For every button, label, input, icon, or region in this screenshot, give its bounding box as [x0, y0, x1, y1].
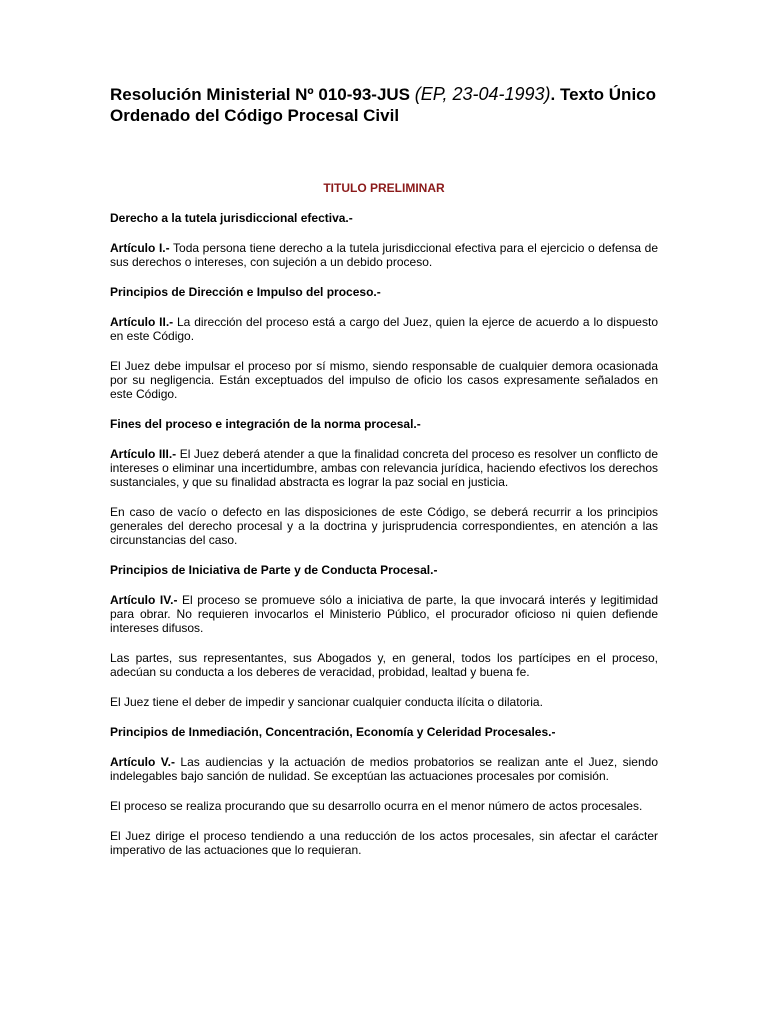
heading: Principios de Iniciativa de Parte y de Conducta Procesal.-	[110, 563, 438, 577]
article-text: Las audiencias y la actuación de medios probatorios se realizan ante el Juez, siendo indelegables bajo sanción de nulidad. Se exceptúan las actuaciones procesales por comisión.	[110, 755, 658, 783]
article-text: La dirección del proceso está a cargo del Juez, quien la ejerce de acuerdo a lo dispuesto en este Código.	[110, 315, 658, 343]
heading: Principios de Dirección e Impulso del proceso.-	[110, 285, 381, 299]
heading: Fines del proceso e integración de la norma procesal.-	[110, 417, 421, 431]
article-text: El proceso se promueve sólo a iniciativa de parte, la que invocará interés y legitimidad para obrar. No requieren invocarlos el Ministerio Público, el procurador oficioso ni quien defiende intereses difusos.	[110, 593, 659, 635]
article-label: Artículo III.-	[110, 447, 177, 461]
paragraph: El Juez debe impulsar el proceso por sí mismo, siendo responsable de cualquier demora ocasionada por su negligencia. Están exceptuados del impulso de oficio los casos expresamente señalados en este Código.	[110, 359, 658, 401]
article-paragraph	[110, 755, 658, 783]
title-part-1: Resolución Ministerial Nº 010-93-JUS	[110, 85, 411, 104]
title-reference: (EP, 23-04-1993)	[414, 84, 551, 104]
article-paragraph	[110, 447, 658, 489]
heading: Derecho a la tutela jurisdiccional efectiva.-	[110, 211, 353, 225]
heading: Principios de Inmediación, Concentración, Economía y Celeridad Procesales.-	[110, 725, 556, 739]
article-label: Artículo II.-	[110, 315, 174, 329]
article-paragraph	[110, 315, 658, 343]
paragraph: En caso de vacío o defecto en las disposiciones de este Código, se deberá recurrir a los principios generales del derecho procesal y a la doctrina y jurisprudencia correspondientes, en atención a las circunstancias del caso.	[110, 505, 658, 547]
section-title: TITULO PRELIMINAR	[323, 181, 445, 195]
document-page	[110, 84, 658, 857]
article-label: Artículo V.-	[110, 755, 175, 769]
title-part-2: . Texto Único Ordenado del Código Procesal Civil	[110, 85, 657, 125]
article-paragraph	[110, 593, 658, 635]
article-text: Toda persona tiene derecho a la tutela jurisdiccional efectiva para el ejercicio o defensa de sus derechos o intereses, con sujeción a un debido proceso.	[110, 241, 658, 269]
paragraph: Las partes, sus representantes, sus Abogados y, en general, todos los partícipes en el proceso, adecúan su conducta a los deberes de veracidad, probidad, lealtad y buena fe.	[110, 651, 658, 679]
paragraph: El Juez dirige el proceso tendiendo a una reducción de los actos procesales, sin afectar el carácter imperativo de las actuaciones que lo requieran.	[110, 829, 658, 857]
article-text: El Juez deberá atender a que la finalidad concreta del proceso es resolver un conflicto de intereses o eliminar una incertidumbre, ambas con relevancia jurídica, haciendo efectivos los derechos sustanciales, y que su finalidad abstracta es lograr la paz social en justicia.	[110, 447, 659, 489]
article-label: Artículo I.-	[110, 241, 170, 255]
article-label: Artículo IV.-	[110, 593, 178, 607]
article-paragraph	[110, 241, 658, 269]
paragraph: El Juez tiene el deber de impedir y sancionar cualquier conducta ilícita o dilatoria.	[110, 695, 543, 709]
document-title	[110, 84, 658, 126]
paragraph: El proceso se realiza procurando que su desarrollo ocurra en el menor número de actos procesales.	[110, 799, 643, 813]
